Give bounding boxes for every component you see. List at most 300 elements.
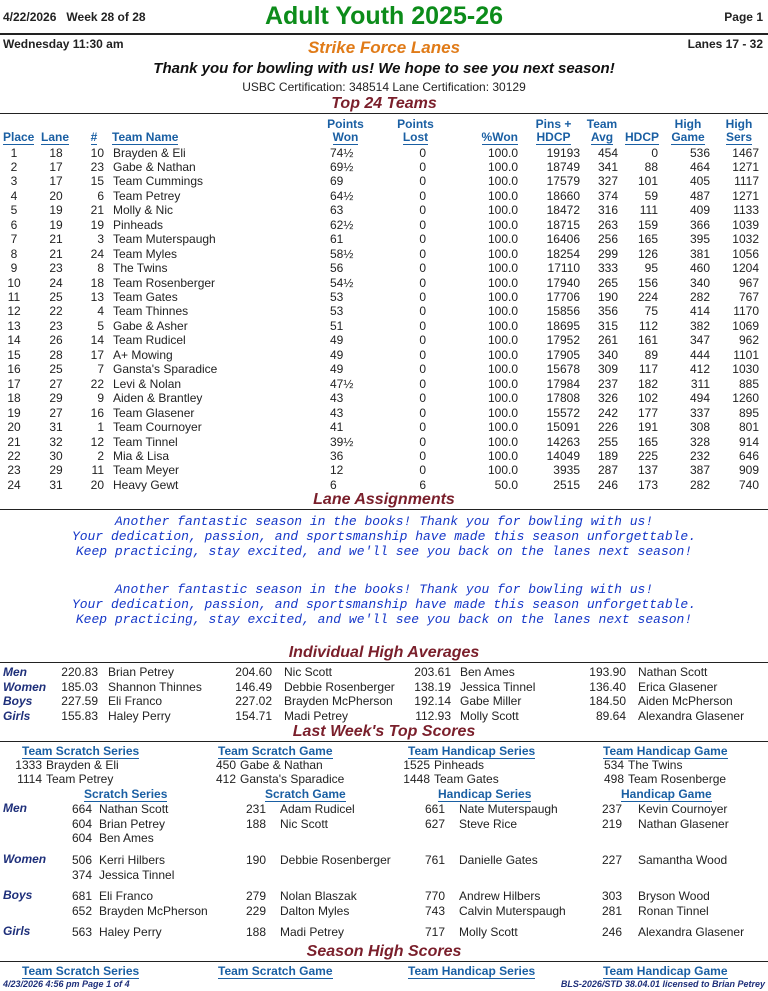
table-cell: Team Glasener	[113, 405, 195, 420]
table-cell: Mia & Lisa	[113, 448, 170, 463]
table-cell: 0	[419, 246, 426, 261]
bowler-name: Aiden McPherson	[638, 694, 733, 709]
table-cell: 18254	[546, 246, 580, 261]
table-cell: 102	[637, 391, 658, 406]
table-cell: 17952	[546, 333, 580, 348]
score-value: 717	[424, 925, 445, 939]
average-value: 146.49	[235, 679, 272, 694]
column-header-label: Place	[3, 130, 35, 144]
table-cell: 100.0	[487, 275, 518, 290]
table-cell: 15572	[546, 405, 580, 420]
score-bowler: Andrew Hilbers	[459, 889, 541, 903]
column-header-line2: Avg	[590, 130, 614, 144]
table-cell: A+ Mowing	[113, 347, 173, 362]
score-value: 604	[71, 831, 92, 846]
table-cell: Team Rosenberger	[113, 275, 216, 290]
score-bowler: Nate Muterspaugh	[459, 802, 558, 816]
table-cell: 17706	[546, 290, 580, 304]
table-cell: 464	[689, 159, 710, 174]
table-cell: 53	[330, 290, 344, 304]
table-cell: 333	[597, 261, 618, 276]
team-score-header-label: Team Handicap Game	[603, 744, 728, 758]
table-cell: Team Cournoyer	[113, 420, 202, 435]
table-cell: 315	[597, 318, 618, 333]
header-rule	[0, 33, 768, 35]
standings-rule	[0, 113, 768, 114]
table-cell: 51	[330, 318, 344, 333]
table-cell: 10	[7, 275, 21, 290]
individual-score-header-label: Handicap Series	[438, 787, 532, 801]
table-cell: 28	[49, 347, 63, 362]
table-cell: 1	[10, 145, 18, 160]
table-cell: 23	[49, 318, 63, 333]
individual-score-header	[84, 787, 167, 801]
bowler-name: Nic Scott	[284, 665, 333, 679]
table-cell: 14049	[546, 448, 580, 463]
table-cell: 536	[689, 145, 710, 160]
table-cell: 17940	[546, 275, 580, 290]
table-cell: 17	[49, 174, 63, 189]
average-value: 154.71	[235, 708, 272, 723]
season-high-rule	[0, 961, 768, 962]
table-cell: 49	[330, 362, 344, 377]
table-cell: 100.0	[487, 217, 518, 232]
column-header-line2: Won	[332, 130, 359, 144]
table-cell: 189	[597, 448, 618, 463]
score-value: 219	[601, 816, 622, 831]
table-cell: 311	[690, 376, 710, 391]
table-cell: 53	[330, 304, 344, 319]
score-bowler: Kevin Cournoyer	[638, 802, 728, 816]
table-cell: 0	[419, 188, 426, 203]
score-bowler: Calvin Muterspaugh	[459, 903, 566, 918]
table-cell: 64½	[330, 188, 354, 203]
table-cell: 156	[637, 275, 658, 290]
score-value: 227	[601, 853, 622, 867]
table-cell: 191	[637, 420, 658, 435]
table-cell: 263	[597, 217, 618, 232]
table-cell: 182	[637, 376, 658, 391]
last-week-rule	[0, 741, 768, 742]
table-row	[0, 333, 768, 348]
table-cell: Team Gates	[113, 290, 178, 304]
table-cell: Brayden & Eli	[113, 145, 186, 160]
table-cell: 347	[689, 333, 710, 348]
table-cell: Gabe & Asher	[113, 318, 188, 333]
table-cell: 56	[330, 261, 344, 276]
table-cell: 3	[10, 174, 18, 189]
table-cell: 100.0	[487, 203, 518, 218]
score-value: 374	[71, 867, 92, 882]
table-row	[0, 276, 768, 291]
table-cell: 100.0	[487, 318, 518, 333]
table-cell: 100.0	[487, 391, 518, 406]
table-cell: 1204	[732, 261, 759, 276]
table-cell: 1039	[732, 217, 759, 232]
table-row	[0, 261, 768, 276]
table-cell: 16	[90, 405, 104, 420]
table-cell: 50.0	[494, 477, 518, 492]
table-cell: 165	[637, 232, 658, 247]
table-cell: 32	[49, 434, 63, 449]
table-cell: 19193	[546, 145, 580, 160]
table-cell: 767	[738, 290, 759, 304]
table-cell: 12	[330, 463, 344, 478]
table-cell: 246	[597, 477, 618, 492]
table-cell: 100.0	[487, 376, 518, 391]
table-cell: Team Thinnes	[113, 304, 189, 319]
table-cell: 1133	[733, 203, 759, 218]
table-cell: 24	[90, 246, 104, 261]
table-cell: 316	[597, 203, 618, 218]
team-score-header-label: Team Scratch Game	[218, 744, 333, 758]
table-cell: 1030	[732, 362, 759, 377]
team-score-value: 498	[603, 772, 624, 787]
table-cell: 19	[7, 405, 21, 420]
table-cell: 159	[637, 217, 658, 232]
table-cell: 395	[689, 232, 710, 247]
table-cell: 15091	[546, 420, 580, 435]
table-cell: 914	[738, 434, 759, 449]
column-header-label: Team Name	[112, 130, 179, 144]
page-label: Page 1	[724, 10, 763, 24]
certification: USBC Certification: 348514 Lane Certification: 30129	[242, 80, 526, 94]
table-cell: 1117	[734, 174, 759, 189]
table-cell: 962	[738, 333, 759, 348]
table-cell: 337	[689, 405, 710, 420]
table-cell: 16	[7, 362, 21, 377]
score-bowler: Molly Scott	[459, 925, 518, 939]
table-cell: 69½	[330, 159, 354, 174]
table-cell: 801	[738, 420, 759, 435]
column-header-line1: High	[725, 117, 753, 131]
score-bowler: Haley Perry	[99, 925, 162, 939]
table-cell: 0	[419, 463, 426, 478]
score-value: 188	[245, 816, 266, 831]
table-cell: 0	[419, 434, 426, 449]
table-cell: 444	[689, 347, 710, 362]
table-cell: 2	[10, 159, 18, 174]
column-header-line2: HDCP	[536, 130, 571, 144]
table-cell: 9	[97, 391, 104, 406]
table-cell: 165	[637, 434, 658, 449]
lane-assignments-title: Lane Assignments	[313, 491, 455, 508]
column-header	[582, 118, 622, 144]
table-cell: 224	[637, 290, 658, 304]
lanes-range: Lanes 17 - 32	[687, 37, 763, 51]
table-row	[0, 218, 768, 233]
average-value: 138.19	[414, 679, 451, 694]
bowler-name: Gabe Miller	[460, 694, 522, 709]
table-cell: 382	[689, 318, 710, 333]
score-bowler: Brayden McPherson	[99, 903, 208, 918]
team-score-name: Team Rosenberge	[628, 772, 727, 787]
table-cell: 15856	[546, 304, 580, 319]
average-group-label: Women	[3, 679, 47, 694]
table-cell: 0	[419, 420, 426, 435]
table-cell: 23	[49, 261, 63, 276]
score-value: 229	[245, 903, 266, 918]
table-row	[0, 406, 768, 421]
table-cell: 18	[90, 275, 104, 290]
table-cell: 885	[738, 376, 759, 391]
table-cell: Pinheads	[113, 217, 164, 232]
table-cell: 8	[10, 246, 18, 261]
table-cell: 100.0	[487, 290, 518, 304]
table-cell: 265	[597, 275, 618, 290]
column-header	[624, 131, 660, 144]
table-cell: 15678	[546, 362, 580, 377]
score-value: 188	[245, 925, 266, 939]
table-cell: 100.0	[487, 463, 518, 478]
individual-score-header	[621, 787, 712, 801]
table-cell: 1	[97, 420, 104, 435]
table-cell: 1170	[733, 304, 759, 319]
table-cell: 100.0	[487, 434, 518, 449]
season-message-1: Another fantastic season in the books! Thank you for bowling with us! Your dedication, passion, and sportsmanship have made this season unforgettable. Keep practicing, stay excited, and we'll see you back on the lanes next season!	[71, 514, 697, 559]
score-value: 664	[71, 802, 92, 816]
table-cell: 21	[90, 203, 104, 218]
column-header	[717, 118, 761, 144]
table-cell: 17	[90, 347, 104, 362]
table-cell: 100.0	[487, 145, 518, 160]
table-cell: 18715	[546, 217, 580, 232]
table-cell: 6	[330, 477, 337, 492]
score-bowler: Danielle Gates	[459, 853, 538, 867]
table-cell: 261	[597, 333, 618, 348]
table-cell: 25	[49, 290, 63, 304]
column-header	[388, 118, 443, 144]
table-cell: 299	[597, 246, 618, 261]
table-row	[0, 391, 768, 406]
column-header-line1: Points	[327, 117, 364, 131]
table-cell: 100.0	[487, 174, 518, 189]
table-cell: 24	[49, 275, 63, 290]
table-cell: 100.0	[487, 304, 518, 319]
table-cell: 100.0	[487, 405, 518, 420]
column-header-line2: Sers	[725, 130, 753, 144]
footer-left: 4/23/2026 4:56 pm Page 1 of 4	[3, 979, 130, 989]
team-score-name: Gansta's Sparadice	[240, 772, 345, 787]
table-cell: Heavy Gewt	[113, 477, 179, 492]
table-cell: 100.0	[487, 333, 518, 348]
score-value: 303	[601, 889, 622, 903]
table-cell: 0	[651, 145, 658, 160]
table-cell: 0	[419, 290, 426, 304]
table-row	[0, 247, 768, 262]
last-week-title: Last Week's Top Scores	[292, 723, 476, 740]
table-cell: 100.0	[487, 246, 518, 261]
column-header	[80, 131, 108, 144]
table-cell: Aiden & Brantley	[113, 391, 203, 406]
table-cell: 190	[597, 290, 618, 304]
score-value: 681	[71, 889, 92, 903]
table-cell: 23	[90, 159, 104, 174]
table-cell: 74½	[330, 145, 354, 160]
table-cell: 20	[7, 420, 21, 435]
table-cell: 17	[49, 159, 63, 174]
thanks-message: Thank you for bowling with us! We hope to see you next season!	[153, 60, 615, 77]
individual-score-header-label: Scratch Game	[265, 787, 346, 801]
team-score-header	[218, 744, 333, 758]
table-cell: 237	[597, 376, 618, 391]
table-row	[0, 362, 768, 377]
score-bowler: Samantha Wood	[638, 853, 728, 867]
average-group-label: Girls	[3, 708, 31, 723]
table-cell: 1271	[732, 188, 759, 203]
season-high-title: Season High Scores	[306, 943, 462, 960]
table-cell: 26	[49, 333, 63, 348]
table-cell: 328	[689, 434, 710, 449]
average-value: 220.83	[61, 665, 98, 679]
season-header	[22, 964, 139, 978]
table-cell: 112	[638, 318, 658, 333]
score-value: 770	[424, 889, 445, 903]
table-cell: 100.0	[487, 232, 518, 247]
table-cell: 255	[597, 434, 618, 449]
table-cell: 381	[689, 246, 710, 261]
table-cell: Team Cummings	[113, 174, 204, 189]
individual-score-header	[265, 787, 346, 801]
season-header-label: Team Scratch Game	[218, 964, 333, 978]
bowler-name: Brayden McPherson	[284, 694, 393, 709]
table-cell: 282	[689, 477, 710, 492]
table-cell: Team Petrey	[113, 188, 181, 203]
bowler-name: Debbie Rosenberger	[284, 679, 395, 694]
table-cell: 19	[49, 203, 63, 218]
team-score-name: The Twins	[628, 758, 683, 772]
average-value: 155.83	[61, 708, 98, 723]
score-value: 279	[245, 889, 266, 903]
table-cell: 226	[597, 420, 618, 435]
high-averages-title: Individual High Averages	[288, 644, 480, 661]
table-cell: 9	[10, 261, 18, 276]
column-header-label: HDCP	[624, 130, 659, 144]
table-cell: 414	[689, 304, 710, 319]
score-value: 627	[424, 816, 445, 831]
table-cell: 101	[637, 174, 658, 189]
table-cell: 287	[597, 463, 618, 478]
table-cell: 1260	[732, 391, 759, 406]
column-header-label: Lane	[40, 130, 69, 144]
team-score-value: 1114	[17, 772, 42, 787]
table-row	[0, 160, 768, 175]
table-cell: 126	[637, 246, 658, 261]
table-cell: 62½	[330, 217, 354, 232]
team-score-name: Team Gates	[434, 772, 499, 787]
score-value: 281	[601, 903, 622, 918]
table-cell: 20	[49, 188, 63, 203]
column-header	[40, 131, 70, 144]
team-score-value: 534	[603, 758, 624, 772]
table-cell: 18	[49, 145, 63, 160]
table-cell: 16406	[546, 232, 580, 247]
table-cell: 309	[597, 362, 618, 377]
table-cell: 374	[597, 188, 618, 203]
column-header-line1: Points	[397, 117, 434, 131]
season-header-label: Team Scratch Series	[22, 964, 140, 978]
score-group-label: Men	[3, 801, 27, 815]
score-bowler: Nolan Blaszak	[280, 889, 357, 903]
average-value: 227.59	[61, 694, 98, 709]
table-cell: 6	[10, 217, 18, 232]
table-cell: 173	[637, 477, 658, 492]
table-cell: 0	[419, 391, 426, 406]
column-header-label: #	[90, 130, 98, 144]
score-value: 661	[424, 802, 445, 816]
average-value: 185.03	[61, 679, 98, 694]
column-header	[666, 118, 710, 144]
table-cell: 308	[689, 420, 710, 435]
average-group-label: Men	[3, 665, 27, 679]
team-score-value: 412	[215, 772, 236, 787]
table-cell: 100.0	[487, 261, 518, 276]
column-header-line2: Game	[671, 130, 705, 144]
table-cell: 1467	[732, 145, 759, 160]
table-cell: 17110	[547, 261, 580, 276]
table-cell: 18695	[546, 318, 580, 333]
table-cell: 0	[419, 376, 426, 391]
team-score-name: Gabe & Nathan	[240, 758, 323, 772]
bowler-name: Eli Franco	[108, 694, 163, 709]
score-bowler: Nathan Scott	[99, 802, 169, 816]
table-cell: 0	[419, 304, 426, 319]
bowler-name: Madi Petrey	[284, 708, 349, 723]
score-value: 231	[245, 802, 266, 816]
table-cell: 19	[49, 217, 63, 232]
table-cell: 0	[419, 333, 426, 348]
column-header	[526, 118, 581, 144]
center-name: Strike Force Lanes	[307, 38, 461, 57]
footer-right: BLS-2026/STD 38.04.01 licensed to Brian Petrey	[560, 979, 765, 989]
team-score-header-label: Team Scratch Series	[22, 744, 140, 758]
table-row	[0, 304, 768, 319]
table-cell: 454	[597, 145, 618, 160]
week-label: Week 28 of 28	[66, 10, 146, 24]
table-cell: 967	[738, 275, 759, 290]
table-cell: 14263	[546, 434, 580, 449]
table-cell: 1056	[732, 246, 759, 261]
table-cell: 232	[689, 448, 710, 463]
average-value: 193.90	[589, 665, 626, 679]
score-bowler: Dalton Myles	[280, 903, 350, 918]
score-bowler: Debbie Rosenberger	[280, 853, 391, 867]
table-cell: 29	[49, 391, 63, 406]
table-cell: 59	[644, 188, 658, 203]
column-header	[318, 118, 373, 144]
average-value: 204.60	[235, 665, 272, 679]
bowler-name: Alexandra Glasener	[638, 708, 745, 723]
table-cell: 0	[419, 448, 426, 463]
table-cell: Team Myles	[113, 246, 178, 261]
team-score-name: Pinheads	[434, 758, 485, 772]
table-cell: 63	[330, 203, 344, 218]
table-cell: 21	[49, 232, 63, 247]
table-cell: 0	[419, 362, 426, 377]
table-cell: 10	[90, 145, 104, 160]
table-cell: 31	[49, 420, 63, 435]
table-row	[0, 290, 768, 305]
table-cell: 895	[738, 405, 759, 420]
season-header	[218, 964, 333, 978]
table-cell: 1271	[732, 159, 759, 174]
score-value: 246	[601, 925, 622, 939]
column-header-label: %Won	[481, 130, 518, 144]
table-cell: Team Rudicel	[113, 333, 186, 348]
season-header-label: Team Handicap Game	[603, 964, 728, 978]
table-cell: 61	[330, 232, 344, 247]
table-row	[0, 420, 768, 435]
